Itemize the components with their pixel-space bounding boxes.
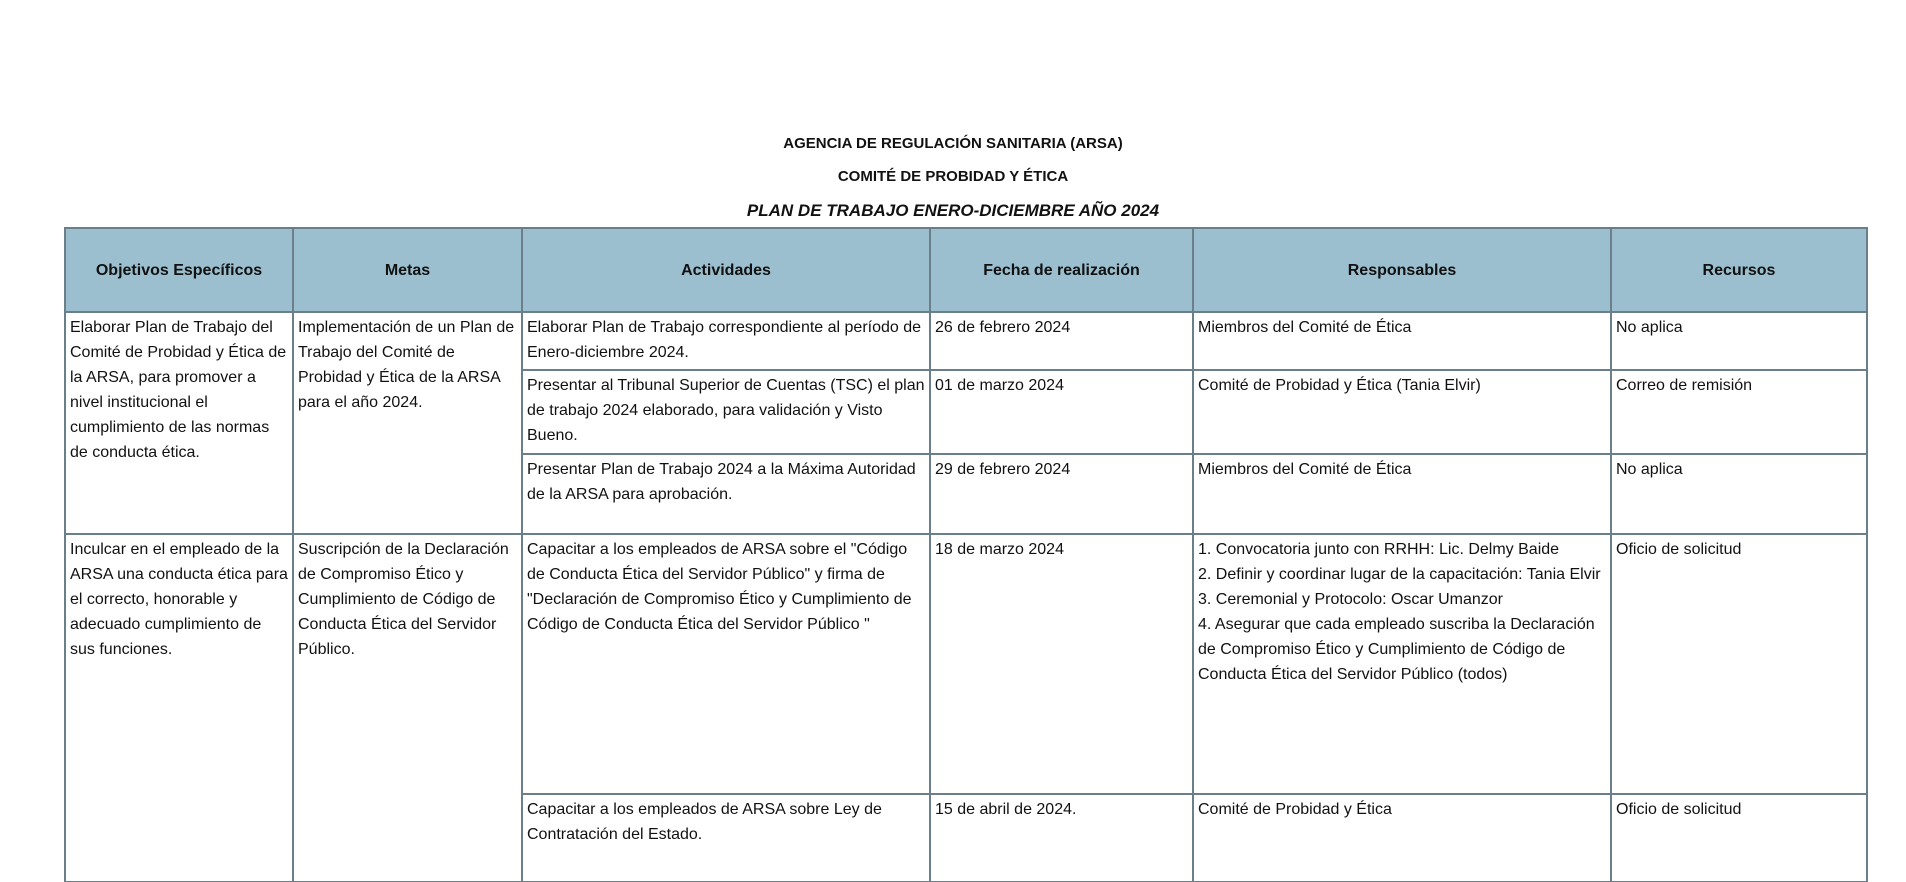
activity-cell: Presentar al Tribunal Superior de Cuentas (TSC) el plan de trabajo 2024 elaborado, para validación y Visto Bueno. <box>522 370 930 454</box>
resources-cell: Correo de remisión <box>1611 370 1867 454</box>
activity-cell: Elaborar Plan de Trabajo correspondiente al período de Enero-diciembre 2024. <box>522 312 930 370</box>
column-header-date: Fecha de realización <box>930 228 1193 312</box>
activity-cell: Presentar Plan de Trabajo 2024 a la Máxima Autoridad de la ARSA para aprobación. <box>522 454 930 534</box>
objective-cell: Elaborar Plan de Trabajo del Comité de Probidad y Ética de la ARSA, para promover a nivel institucional el cumplimiento de las normas de conducta ética. <box>65 312 293 534</box>
plan-title: PLAN DE TRABAJO ENERO-DICIEMBRE AÑO 2024 <box>746 201 1160 220</box>
responsible-cell <box>1193 534 1611 794</box>
activity-cell: Capacitar a los empleados de ARSA sobre Ley de Contratación del Estado. <box>522 794 930 882</box>
responsible-line: 4. Asegurar que cada empleado suscriba la Declaración de Compromiso Ético y Cumplimiento de Código de Conducta Ética del Servidor Público (todos) <box>1198 616 1595 683</box>
date-cell: 18 de marzo 2024 <box>930 534 1193 794</box>
goal-cell: Suscripción de la Declaración de Compromiso Ético y Cumplimiento de Código de Conducta Ética del Servidor Público. <box>293 534 522 882</box>
agency-title: AGENCIA DE REGULACIÓN SANITARIA (ARSA) <box>783 135 1123 152</box>
table-row <box>65 534 1867 794</box>
date-cell: 29 de febrero 2024 <box>930 454 1193 534</box>
column-header-resources: Recursos <box>1611 228 1867 312</box>
date-cell: 15 de abril de 2024. <box>930 794 1193 882</box>
responsible-cell: Miembros del Comité de Ética <box>1193 312 1611 370</box>
activity-cell: Capacitar a los empleados de ARSA sobre el "Código de Conducta Ética del Servidor Público" y firma de "Declaración de Compromiso Ético y Cumplimiento de Código de Conducta Ética del Servidor Público " <box>522 534 930 794</box>
goal-cell: Implementación de un Plan de Trabajo del Comité de Probidad y Ética de la ARSA para el año 2024. <box>293 312 522 534</box>
date-cell: 26 de febrero 2024 <box>930 312 1193 370</box>
column-header-goals: Metas <box>293 228 522 312</box>
responsible-cell: Comité de Probidad y Ética <box>1193 794 1611 882</box>
table-row <box>65 312 1867 370</box>
responsible-line: 3. Ceremonial y Protocolo: Oscar Umanzor <box>1198 591 1503 608</box>
resources-cell: Oficio de solicitud <box>1611 794 1867 882</box>
resources-cell: No aplica <box>1611 312 1867 370</box>
resources-cell: Oficio de solicitud <box>1611 534 1867 794</box>
column-header-objectives: Objetivos Específicos <box>65 228 293 312</box>
responsible-line: 2. Definir y coordinar lugar de la capacitación: Tania Elvir <box>1198 566 1601 583</box>
responsible-cell: Comité de Probidad y Ética (Tania Elvir) <box>1193 370 1611 454</box>
responsible-cell: Miembros del Comité de Ética <box>1193 454 1611 534</box>
objective-cell: Inculcar en el empleado de la ARSA una conducta ética para el correcto, honorable y adecuado cumplimiento de sus funciones. <box>65 534 293 882</box>
resources-cell: No aplica <box>1611 454 1867 534</box>
column-header-responsible: Responsables <box>1193 228 1611 312</box>
work-plan-table <box>64 227 1868 882</box>
date-cell: 01 de marzo 2024 <box>930 370 1193 454</box>
committee-title: COMITÉ DE PROBIDAD Y ÉTICA <box>837 168 1069 185</box>
responsible-line: 1. Convocatoria junto con RRHH: Lic. Delmy Baide <box>1198 541 1560 558</box>
table-header-row <box>65 228 1867 312</box>
column-header-activities: Actividades <box>522 228 930 312</box>
